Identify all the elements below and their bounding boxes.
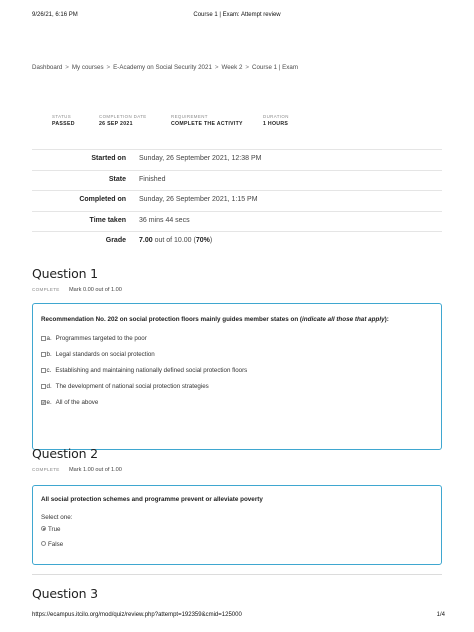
question-2-option-false[interactable] <box>41 540 63 549</box>
breadcrumb-separator: > <box>106 64 111 71</box>
question-1-text-start: Recommendation No. 202 on social protection floors mainly guides member states on ( <box>41 316 303 323</box>
summary-row-started-on <box>32 149 442 170</box>
status-item <box>52 114 75 127</box>
requirement-value: COMPLETE THE ACTIVITY <box>171 121 243 127</box>
completed-on-value: Sunday, 26 September 2021, 1:15 PM <box>139 196 258 203</box>
time-taken-label: Time taken <box>89 216 126 224</box>
duration-label: DURATION <box>263 114 289 119</box>
question-1-option-d[interactable] <box>41 382 209 391</box>
status-value: PASSED <box>52 121 75 127</box>
question-1-option-c[interactable] <box>41 366 247 375</box>
question-1-info <box>32 286 122 293</box>
question-1-text-end: ): <box>384 316 389 323</box>
option-text: Establishing and maintaining nationally defined social protection floors <box>55 367 248 374</box>
checkbox-icon[interactable] <box>41 336 46 341</box>
question-1-box <box>32 303 442 450</box>
option-letter: d. <box>46 383 52 390</box>
question-2-text-bold: All social protection schemes and programme prevent or alleviate poverty <box>41 496 263 503</box>
question-1-text <box>41 316 389 323</box>
radio-icon[interactable] <box>41 541 46 546</box>
started-on-value: Sunday, 26 September 2021, 12:38 PM <box>139 155 262 162</box>
grade-out-of: out of 10.00 ( <box>152 237 196 244</box>
state-label: State <box>108 175 126 183</box>
grade-value <box>139 237 212 244</box>
question-2-state: COMPLETE <box>32 467 60 472</box>
question-1-option-b[interactable] <box>41 350 155 359</box>
checkbox-icon[interactable] <box>41 368 46 373</box>
summary-row-completed-on <box>32 190 442 211</box>
print-page-number: 1/4 <box>436 612 445 618</box>
duration-value: 1 HOURS <box>263 121 289 127</box>
completion-date-value: 26 SEP 2021 <box>99 121 133 127</box>
checked-checkbox-icon[interactable] <box>41 400 46 405</box>
question-2-mark: Mark 1.00 out of 1.00 <box>69 466 122 473</box>
requirement-item <box>171 114 243 127</box>
print-url: https://ecampus.itcilo.org/mod/quiz/review.php?attempt=192359&cmid=125000 <box>32 612 242 618</box>
question-1-option-a[interactable] <box>41 334 147 343</box>
print-date: 9/26/21, 6:16 PM <box>32 12 78 18</box>
checkbox-icon[interactable] <box>41 352 46 357</box>
grade-close-paren: ) <box>209 237 213 244</box>
checkbox-icon[interactable] <box>41 384 46 389</box>
completed-on-label: Completed on <box>79 196 126 203</box>
option-text: Legal standards on social protection <box>55 351 155 358</box>
option-letter: e. <box>46 399 52 406</box>
question-1-option-e[interactable] <box>41 398 98 407</box>
option-text: False <box>48 541 64 548</box>
grade-label: Grade <box>105 237 126 244</box>
breadcrumb-exam[interactable]: Course 1 | Exam <box>252 64 298 71</box>
completion-date-label: COMPLETION DATE <box>99 114 147 119</box>
summary-row-time-taken <box>32 211 442 232</box>
breadcrumb-course[interactable]: E-Academy on Social Security 2021 <box>113 64 212 71</box>
question-2-text <box>41 496 263 503</box>
option-letter: c. <box>46 367 52 374</box>
option-letter: b. <box>46 351 52 358</box>
question-2-option-true[interactable] <box>41 525 61 534</box>
question-1-text-italic: indicate all those that apply <box>302 316 385 323</box>
grade-percent: 70% <box>195 237 210 244</box>
option-text: Programmes targeted to the poor <box>55 335 147 342</box>
attempt-summary-table <box>32 149 442 252</box>
started-on-label: Started on <box>91 155 126 162</box>
selected-radio-icon[interactable] <box>41 526 46 531</box>
breadcrumb-separator: > <box>65 64 69 71</box>
question-1-state: COMPLETE <box>32 287 60 292</box>
breadcrumb-week[interactable]: Week 2 <box>221 64 243 71</box>
section-divider <box>32 574 442 575</box>
breadcrumb-my-courses[interactable]: My courses <box>71 64 104 71</box>
option-text: The development of national social protection strategies <box>55 383 209 390</box>
print-page-title: Course 1 | Exam: Attempt review <box>193 12 281 18</box>
select-one-label: Select one: <box>41 514 73 521</box>
print-header <box>0 12 474 22</box>
summary-row-grade <box>32 231 442 252</box>
question-1-title: Question 1 <box>32 266 98 281</box>
question-2-title: Question 2 <box>32 446 98 461</box>
print-footer <box>0 612 474 622</box>
requirement-label: REQUIREMENT <box>171 114 208 119</box>
status-label: STATUS <box>52 114 72 119</box>
question-1-mark: Mark 0.00 out of 1.00 <box>69 286 122 293</box>
question-3-title: Question 3 <box>32 586 98 601</box>
completion-date-item <box>99 114 147 127</box>
grade-score: 7.00 <box>139 237 153 244</box>
breadcrumb-separator: > <box>214 64 219 71</box>
breadcrumb-dashboard[interactable]: Dashboard <box>32 64 63 71</box>
duration-item <box>263 114 289 127</box>
option-text: True <box>48 526 61 533</box>
state-value: Finished <box>139 175 166 183</box>
option-text: All of the above <box>55 399 99 406</box>
question-2-box <box>32 485 442 565</box>
time-taken-value: 36 mins 44 secs <box>139 216 190 224</box>
breadcrumb-separator: > <box>245 64 250 71</box>
breadcrumb <box>32 64 298 71</box>
option-letter: a. <box>46 335 52 342</box>
summary-row-state <box>32 170 442 191</box>
completion-status-bar <box>52 114 432 134</box>
question-2-info <box>32 466 122 473</box>
